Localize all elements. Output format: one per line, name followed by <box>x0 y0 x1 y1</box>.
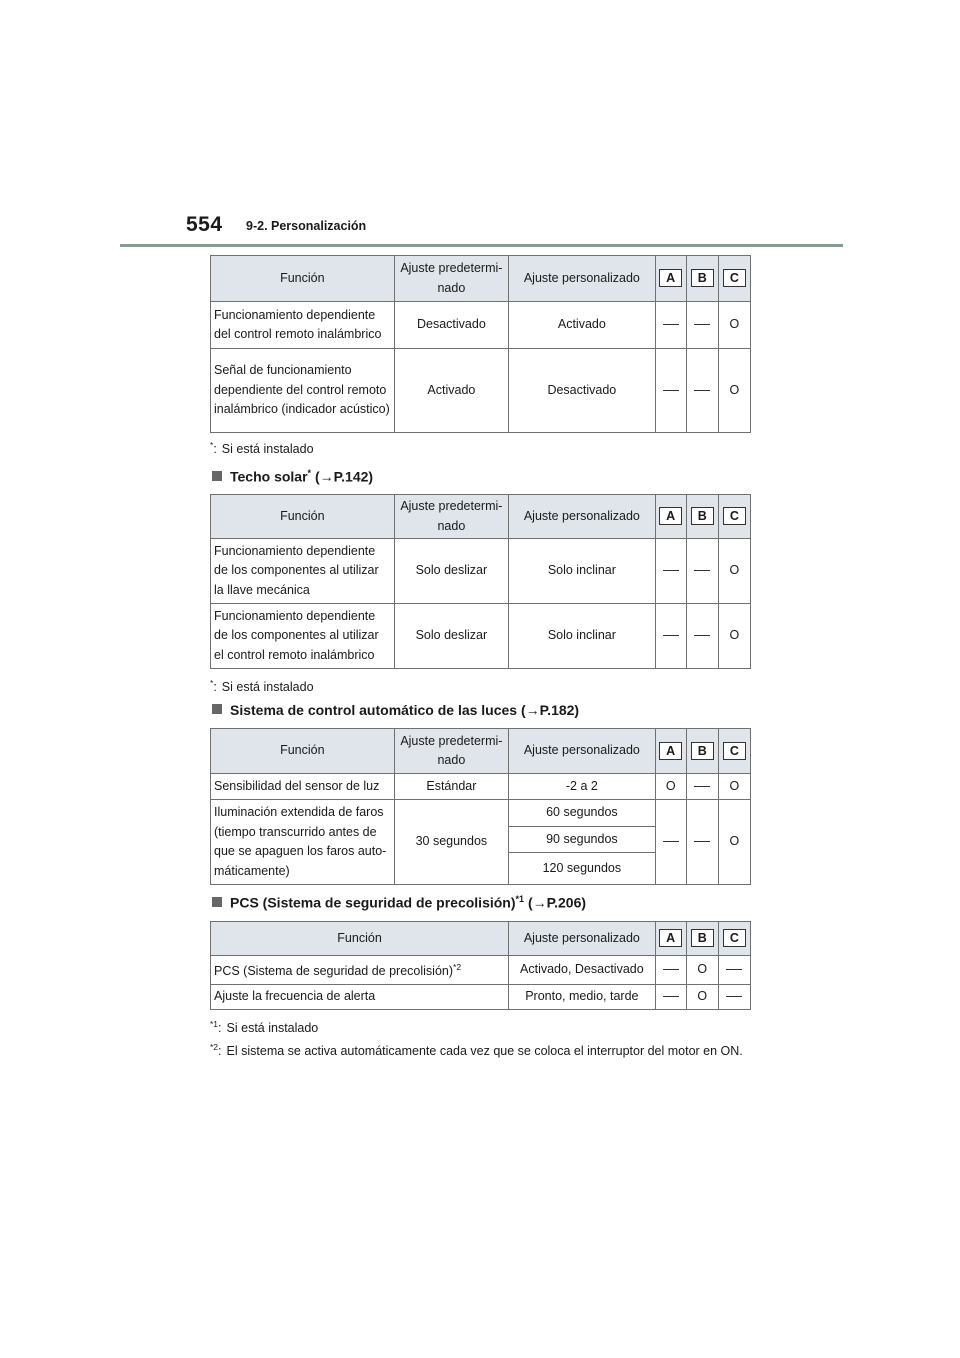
mark-o: O <box>718 800 750 885</box>
dash-mark <box>663 324 679 325</box>
cell-funcion: Señal de funcionamiento dependiente del control remoto inalámbrico (indicador acústico) <box>211 349 395 433</box>
table-row <box>211 604 751 669</box>
cell-personalizado: Activado <box>509 302 656 349</box>
col-ajuste-personalizado: Ajuste personalizado <box>509 495 656 539</box>
table-row <box>211 774 751 800</box>
mark-o: O <box>718 349 750 433</box>
section-title: 9-2. Personalización <box>246 219 367 233</box>
heading-techo-solar: Techo solar* (→P.142) <box>212 468 373 485</box>
page-number: 554 <box>186 213 223 236</box>
cell-funcion: Funcionamiento dependiente del control remoto inalámbrico <box>211 302 395 349</box>
page-reference: (→P.182) <box>520 702 580 718</box>
col-funcion: Función <box>211 729 395 774</box>
table-header-row <box>211 922 751 956</box>
col-b-box: B <box>691 929 714 947</box>
col-a-box: A <box>659 742 682 760</box>
col-b-box: B <box>691 742 714 760</box>
dash-mark <box>694 635 710 636</box>
cell-predeterminado: Solo deslizar <box>394 604 508 669</box>
col-ajuste-personalizado: Ajuste personalizado <box>509 256 656 302</box>
dash-mark <box>663 969 679 970</box>
cell-funcion: Sensibilidad del sensor de luz <box>211 774 395 800</box>
table-pcs <box>210 921 751 1010</box>
cell-personalizado: -2 a 2 <box>509 774 656 800</box>
dash-mark <box>663 390 679 391</box>
col-b-box: B <box>691 507 714 525</box>
col-ajuste-personalizado: Ajuste personalizado <box>509 729 656 774</box>
square-bullet-icon <box>212 471 222 481</box>
col-c-box: C <box>723 929 746 947</box>
dash-mark <box>663 996 679 997</box>
col-c-box: C <box>723 742 746 760</box>
dash-mark <box>663 570 679 571</box>
table-techo-solar <box>210 494 751 669</box>
cell-funcion: PCS (Sistema de seguridad de precolisión)$^{*2}$ <box>211 956 509 985</box>
col-ajuste-personalizado: Ajuste personalizado <box>509 922 656 956</box>
header-divider <box>120 244 843 247</box>
table-header-row <box>211 256 751 302</box>
dash-mark <box>663 841 679 842</box>
col-funcion: Función <box>211 256 395 302</box>
cell-personalizado: Desactivado <box>509 349 656 433</box>
mark-o: O <box>686 956 718 985</box>
table-wireless-remote <box>210 255 751 433</box>
col-ajuste-predeterminado: Ajuste predetermi-nado <box>394 495 508 539</box>
footnote: *: Si está instalado <box>210 678 314 695</box>
dash-mark <box>694 786 710 787</box>
cell-funcion: Iluminación extendida de faros (tiempo transcurrido antes de que se apaguen los faros auto-máticamente) <box>211 800 395 885</box>
cell-predeterminado: Solo deslizar <box>394 539 508 604</box>
cell-predeterminado: Estándar <box>394 774 508 800</box>
footnote-mark: *1 <box>210 1019 219 1029</box>
page-reference: (→P.142) <box>314 468 374 485</box>
table-row <box>211 956 751 985</box>
footnote: $^{*2}$: El sistema se activa automáticamente cada vez que se coloca el interruptor del motor en ON. <box>210 1042 743 1059</box>
col-a-box: A <box>659 507 682 525</box>
heading-control-luces: Sistema de control automático de las luces (→P.182) <box>212 702 579 718</box>
col-funcion: Función <box>211 495 395 539</box>
dash-mark <box>694 324 710 325</box>
mark-o: O <box>718 539 750 604</box>
table-row <box>211 349 751 433</box>
footnote-mark: * <box>210 440 214 450</box>
page-reference: (→P.206) <box>527 894 587 911</box>
cell-predeterminado: 30 segundos <box>394 800 508 885</box>
heading-pcs: PCS (Sistema de seguridad de precolisión)$^{*1}$ (→P.206) <box>212 894 586 911</box>
footnote-text: Si está instalado <box>221 680 314 695</box>
cell-personalizado: Solo inclinar <box>509 539 656 604</box>
table-row <box>211 800 751 827</box>
footnote-text: El sistema se activa automáticamente cada vez que se coloca el interruptor del motor en ON. <box>226 1044 743 1059</box>
dash-mark <box>694 390 710 391</box>
table-header-row <box>211 729 751 774</box>
col-a-box: A <box>659 929 682 947</box>
cell-personalizado: Activado, Desactivado <box>509 956 656 985</box>
cell-personalizado: 120 segundos <box>509 853 656 885</box>
col-ajuste-predeterminado: Ajuste predetermi-nado <box>394 256 508 302</box>
table-row <box>211 539 751 604</box>
page-header <box>186 213 846 253</box>
cell-personalizado: Solo inclinar <box>509 604 656 669</box>
cell-personalizado: 90 segundos <box>509 827 656 853</box>
col-funcion: Función <box>211 922 509 956</box>
mark-o: O <box>686 985 718 1010</box>
mark-o: O <box>718 774 750 800</box>
dash-mark <box>694 841 710 842</box>
mark-o: O <box>718 302 750 349</box>
dash-mark <box>726 969 742 970</box>
footnote-mark: * <box>210 678 214 688</box>
footnote-text: Si está instalado <box>221 442 314 457</box>
cell-funcion: Ajuste la frecuencia de alerta <box>211 985 509 1010</box>
mark-o: O <box>655 774 686 800</box>
cell-predeterminado: Activado <box>394 349 508 433</box>
table-header-row <box>211 495 751 539</box>
table-control-luces <box>210 728 751 885</box>
col-c-box: C <box>723 507 746 525</box>
cell-predeterminado: Desactivado <box>394 302 508 349</box>
cell-personalizado: Pronto, medio, tarde <box>509 985 656 1010</box>
col-c-box: C <box>723 269 746 287</box>
mark-o: O <box>718 604 750 669</box>
dash-mark <box>663 635 679 636</box>
square-bullet-icon <box>212 897 222 907</box>
footnote: $^{*1}$: Si está instalado <box>210 1019 319 1036</box>
col-a-box: A <box>659 269 682 287</box>
col-ajuste-predeterminado: Ajuste predetermi-nado <box>394 729 508 774</box>
cell-funcion: Funcionamiento dependiente de los componentes al utilizar la llave mecánica <box>211 539 395 604</box>
dash-mark <box>694 570 710 571</box>
col-b-box: B <box>691 269 714 287</box>
footnote: *: Si está instalado <box>210 440 314 457</box>
footnote-text: Si está instalado <box>226 1021 319 1036</box>
dash-mark <box>726 996 742 997</box>
square-bullet-icon <box>212 704 222 714</box>
cell-personalizado: 60 segundos <box>509 800 656 827</box>
table-row <box>211 985 751 1010</box>
footnote-mark: *2 <box>210 1042 219 1052</box>
cell-funcion: Funcionamiento dependiente de los componentes al utilizar el control remoto inalámbrico <box>211 604 395 669</box>
table-row <box>211 302 751 349</box>
